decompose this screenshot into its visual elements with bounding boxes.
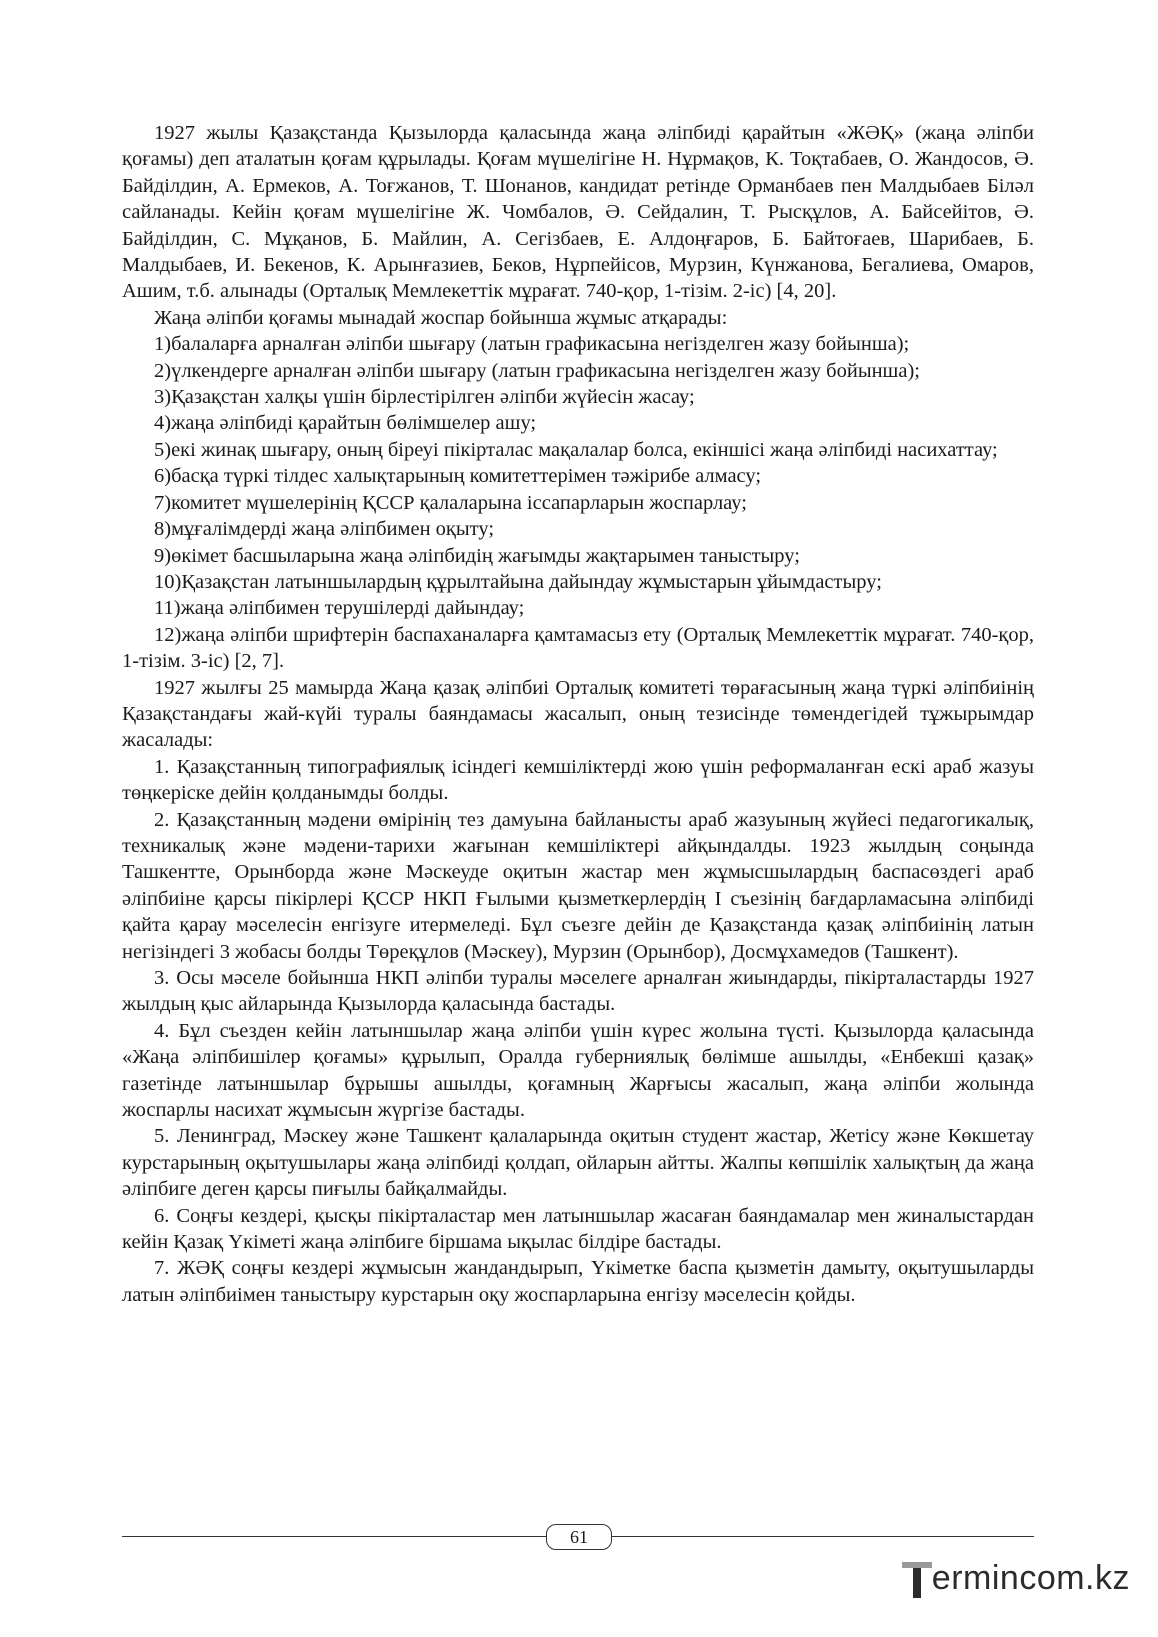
list-item: 2)үлкендерге арналған əліпби шығару (латын графикасына негізделген жазу бойынша); — [154, 359, 920, 382]
page-number: 61 — [546, 1524, 612, 1550]
list-item: 1)балаларға арналған əліпби шығару (латын графикасына негізделген жазу бойынша); — [154, 333, 910, 356]
list-item: 5)екі жинақ шығару, оның біреуі пікірталас мақалалар болса, екіншісі жаңа əліпбиді насихаттау; — [154, 438, 998, 461]
list-item: 11)жаңа əліпбимен терушілерді дайындау; — [154, 597, 525, 620]
list-item: 7)комитет мүшелерінің ҚССР қалаларына іссапарларын жоспарлау; — [154, 491, 747, 514]
list-item: 2. Қазақстанның мəдени өмірінің тез дамуына байланысты араб жазуының жүйесі педагогикалық, техникалық жəне мəдени-тарихи жағынан кемшіліктері айқындалды. 1923 жылдың соңында Ташкентте, Орынборда жəне Мəскеуде оқитын жастар мен жұмысшылардың баспасөздегі араб əліпбиіне қарсы пікірлері ҚССР НКП Ғылыми қызметкерлердің І съезінің бағдарламасына əліпбиді қайта қарау мəселесін енгізуге итермеледі. Бұл съезге дейін де Қазақстанда қазақ əліпбиінің латын негізіндегі 3 жобасы болды Төреқұлов (Мəскеу), Мурзин (Орынбор), Досмұхамедов (Ташкент). — [122, 808, 1034, 963]
list-item: 4. Бұл съезден кейін латыншылар жаңа əліпби үшін күрес жолына түсті. Қызылорда қаласында «Жаңа əліпбишілер қоғамы» құрылып, Оралда губерниялық бөлімше ашылды, «Енбекші қазақ» газетінде латыншылар бұрышы ашылды, қоғамның Жарғысы жасалып, жаңа əліпби жолында жоспарлы насихат жұмысын жүргізе бастады. — [122, 1019, 1034, 1122]
logo-t-icon — [902, 1558, 932, 1598]
list-item: 3. Осы мəселе бойынша НКП əліпби туралы мəселеге арналған жиындарды, пікірталастарды 1927 жылдың қыс айларында Қызылорда қаласында бастады. — [122, 967, 1034, 1016]
list-item: 10)Қазақстан латыншылардың құрылтайына дайындау жұмыстарын ұйымдастыру; — [154, 570, 882, 593]
page-footer — [122, 1524, 1034, 1550]
list-item: 1. Қазақстанның типографиялық ісіндегі кемшіліктерді жою үшін реформаланған ескі араб жазуы төңкеріске дейін қолданымды болды. — [122, 755, 1034, 805]
body-text — [122, 120, 1034, 1308]
list-item: 4)жаңа əліпбиді қарайтын бөлімшелер ашу; — [154, 412, 537, 435]
list-item: 7. ЖӘҚ соңғы кездері жұмысын жандандырып, Үкіметке баспа қызметін дамыту, оқытушыларды латын əліпбиімен таныстыру курстарын оқу жоспарларына енгізу мəселесін қойды. — [122, 1257, 1034, 1306]
list-item: 5. Ленинград, Мəскеу жəне Ташкент қалаларында оқитын студент жастар, Жетісу жəне Көкшетау курстарының оқытушылары жаңа əліпбиді қолдап, ойларын айтты. Жалпы көпшілік халықтың да жаңа əліпбиге деген қарсы пиғылы байқалмайды. — [122, 1125, 1034, 1201]
list-item: 3)Қазақстан халқы үшін бірлестірілген əліпби жүйесін жасау; — [154, 386, 695, 409]
list-item: 12)жаңа əліпби шрифтерін баспаханаларға қамтамасыз ету (Орталық Мемлекеттік мұрағат. 740-қор, 1-тізім. 3-іс) [2, 7]. — [122, 623, 1034, 673]
list-item: 8)мұғалімдерді жаңа əліпбимен оқыту; — [154, 518, 495, 541]
list-item: 9)өкімет басшыларына жаңа əліпбидің жағымды жақтарымен таныстыру; — [154, 544, 800, 567]
paragraph: Жаңа əліпби қоғамы мынадай жоспар бойынша жұмыс атқарады: — [154, 306, 728, 329]
watermark-text: ermincom.kz — [931, 1558, 1130, 1597]
list-item: 6)басқа түркі тілдес халықтарының комитеттерімен тəжірибе алмасу; — [154, 465, 762, 488]
paragraph: 1927 жылғы 25 мамырда Жаңа қазақ əліпбиі Орталық комитеті төрағасының жаңа түркі əліпбиінің Қазақстандағы жай-күйі туралы баяндамасы жасалып, оның тезисінде төмендегідей тұжырымдар жасалады: — [122, 676, 1034, 752]
watermark-logo — [902, 1555, 1130, 1601]
paragraph: 1927 жылы Қазақстанда Қызылорда қаласында жаңа әліпбиді қарайтын «ЖӘҚ» (жаңа әліпби қоғамы) деп аталатын қоғам құрылады. Қоғам мүшелігіне Н. Нұрмақов, К. Тоқтабаев, О. Жандосов, Ә. Байділдин, А. Ермеков, А. Тоғжанов, Т. Шонанов, кандидат ретінде Орманбаев пен Малдыбаев Білəл сайланады. Кейін қоғам мүшелігіне Ж. Чомбалов, Ә. Сейдалин, Т. Рысқұлов, А. Байсейітов, Ә. Байділдин, С. Мұқанов, Б. Майлин, А. Сегізбаев, Е. Алдоңғаров, Б. Байтоғаев, Шарибаев, Б. Малдыбаев, И. Бекенов, К. Арынғазиев, Беков, Нұрпейісов, Мурзин, Күнжанова, Бегалиева, Омаров, Ашим, т.б. алынады (Орталық Мемлекеттік мұрағат. 740-қор, 1-тізім. 2-іс) [4, 20]. — [122, 122, 1034, 303]
list-item: 6. Соңғы кездері, қысқы пікірталастар мен латыншылар жасаған баяндамалар мен жиналыстардан кейін Қазақ Үкіметі жаңа əліпбиге біршама ықылас білдіре бастады. — [122, 1204, 1034, 1254]
